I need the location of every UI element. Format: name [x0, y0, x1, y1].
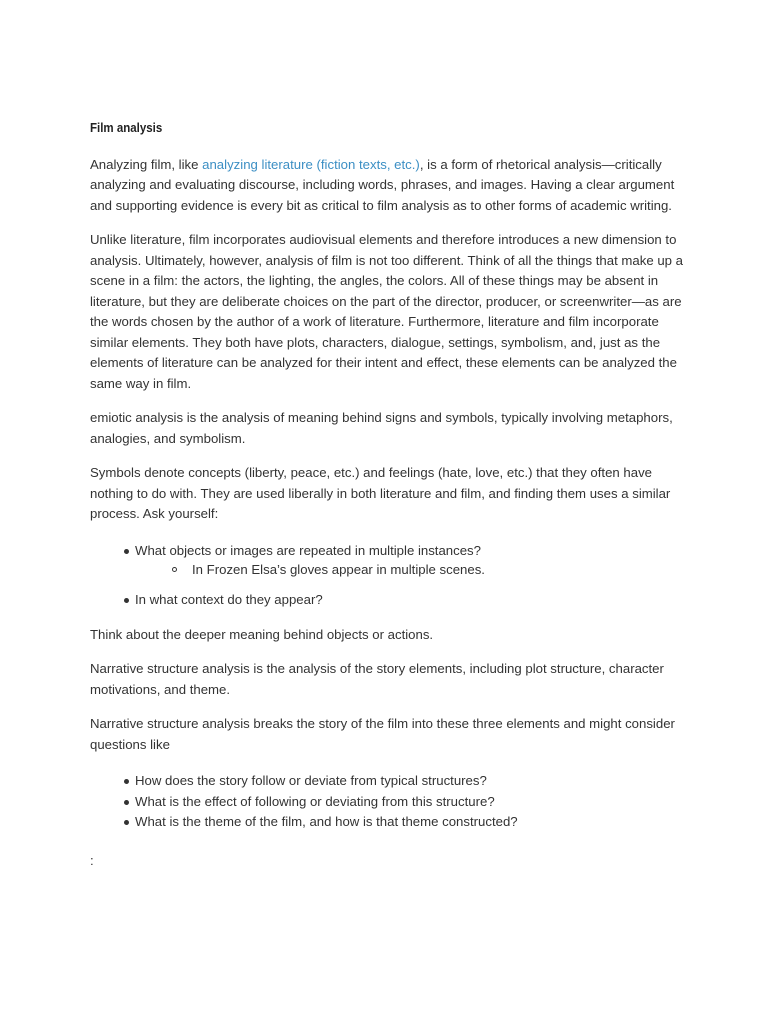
hollow-bullet-icon: [172, 567, 177, 572]
paragraph-deeper-meaning: Think about the deeper meaning behind objects or actions.: [90, 626, 434, 642]
bullet-icon: [124, 779, 129, 784]
bullet-icon: [124, 549, 129, 554]
list-item-text: What objects or images are repeated in multiple instances?: [135, 542, 481, 558]
trailing-colon: :: [90, 852, 94, 868]
paragraph-narrative-questions: Narrative structure analysis breaks the story of the film into these three elements and might consider questions like: [90, 716, 675, 752]
paragraph-narrative-definition: Narrative structure analysis is the analysis of the story elements, including plot structure, character motivations, and theme.: [90, 661, 664, 697]
list-item-text: What is the theme of the film, and how is that theme constructed?: [135, 814, 518, 829]
list-item: [124, 590, 690, 611]
intro-text-after: , is a form of rhetorical analysis—critically analyzing and evaluating discourse, including words, phrases, and images. Having a clear argument and supporting evidence is every bit as critical to film analysis as to other forms of academic writing.: [90, 156, 675, 213]
list-item: [124, 812, 690, 833]
narrative-question-list: [90, 771, 690, 833]
paragraph-semiotic: emiotic analysis is the analysis of meaning behind signs and symbols, typically involving metaphors, analogies, and symbolism.: [90, 410, 673, 446]
paragraph-intro: [90, 155, 690, 217]
sub-list-item: [170, 561, 690, 578]
list-item: [124, 771, 690, 792]
symbols-question-list: [90, 541, 690, 611]
list-item: [124, 541, 690, 562]
paragraph-audiovisual: Unlike literature, film incorporates audiovisual elements and therefore introduces a new dimension to analysis. Ultimately, however, analysis of film is not too different. Think of all the things that make up a scene in a film: the actors, the lighting, the angles, the colors. All of these things may be absent in literature, but they are deliberate choices on the part of the director, producer, or screenwriter—as are the words chosen by the author of a work of literature. Furthermore, literature and film incorporate similar elements. They both have plots, characters, dialogue, settings, symbolism, and, just as the elements of literature can be analyzed for their intent and effect, these elements can be analyzed the same way in film.: [90, 232, 683, 391]
document-heading: Film analysis: [90, 121, 163, 135]
list-item: [124, 792, 690, 813]
bullet-icon: [124, 800, 129, 805]
paragraph-symbols: Symbols denote concepts (liberty, peace, etc.) and feelings (hate, love, etc.) that they often have nothing to do with. They are used liberally in both literature and film, and finding them uses a similar process. Ask yourself:: [90, 465, 671, 521]
list-item-text: How does the story follow or deviate from typical structures?: [135, 773, 487, 788]
bullet-icon: [124, 820, 129, 825]
list-item-text: In what context do they appear?: [135, 592, 323, 607]
bullet-icon: [124, 598, 129, 603]
document-page: [90, 118, 690, 871]
list-item-text: What is the effect of following or deviating from this structure?: [135, 793, 495, 809]
sub-list-item-text: In Frozen Elsa’s gloves appear in multiple scenes.: [192, 562, 485, 577]
analyzing-literature-link[interactable]: analyzing literature (fiction texts, etc.): [202, 156, 420, 172]
intro-text-before: Analyzing film, like: [90, 156, 203, 172]
